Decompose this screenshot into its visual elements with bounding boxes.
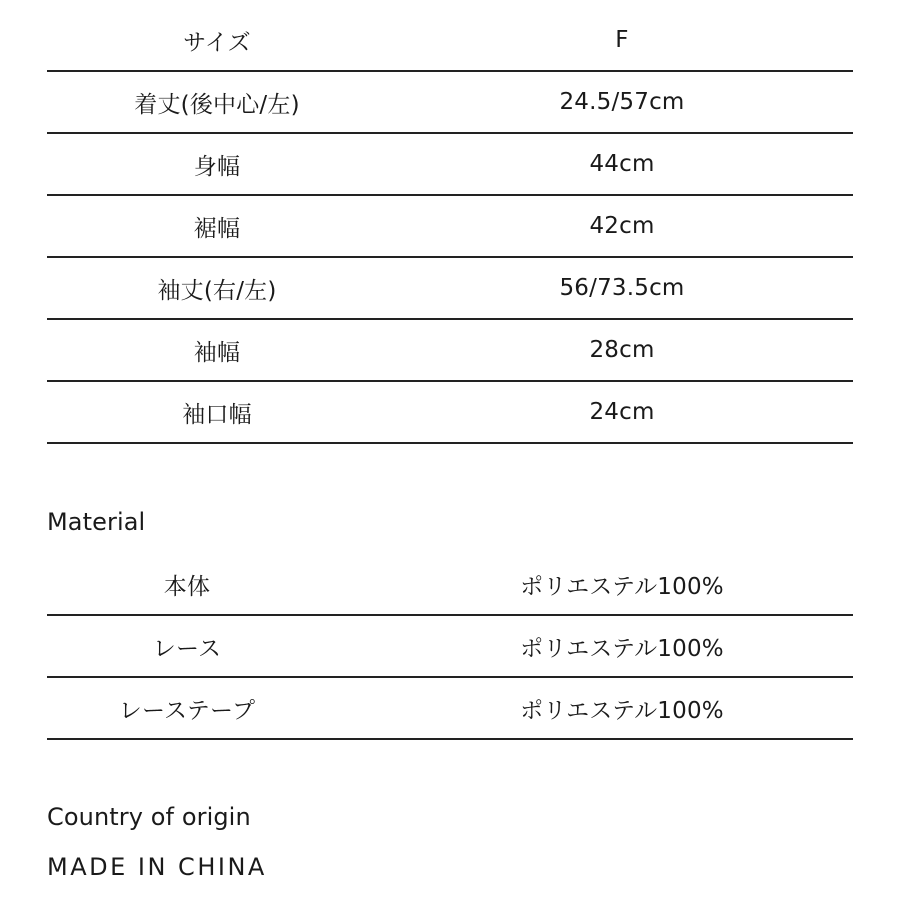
row-value: 44cm [589,151,655,177]
origin-heading: Country of origin [47,803,251,831]
row-label: 本体 [163,573,211,600]
row-value: 28cm [589,337,655,363]
size-header-value: F [615,27,629,53]
origin-value: MADE IN CHINA [47,853,267,881]
row-label: 袖丈(右/左) [157,277,277,304]
table-row [47,678,853,740]
table-row [47,258,853,320]
row-label: 袖幅 [193,339,241,366]
row-label: 裾幅 [193,215,241,242]
table-row [47,72,853,134]
row-label: レーステープ [118,697,256,724]
row-value: ポリエステル100% [520,697,724,724]
size-table [47,10,853,444]
table-row [47,134,853,196]
table-row [47,196,853,258]
table-row [47,320,853,382]
row-value: 56/73.5cm [559,275,685,301]
table-row [47,554,853,616]
row-label: 着丈(後中心/左) [134,91,300,118]
row-value: 24cm [589,399,655,425]
size-header-label: サイズ [183,29,251,56]
table-row [47,382,853,444]
table-row [47,616,853,678]
size-header-row [47,10,853,72]
row-label: 身幅 [193,153,241,180]
row-label: レース [152,635,222,662]
row-value: ポリエステル100% [520,573,724,600]
material-table [47,554,853,740]
row-value: 24.5/57cm [559,89,685,115]
row-label: 袖口幅 [182,401,252,428]
row-value: 42cm [589,213,655,239]
row-value: ポリエステル100% [520,635,724,662]
material-heading: Material [47,508,146,536]
